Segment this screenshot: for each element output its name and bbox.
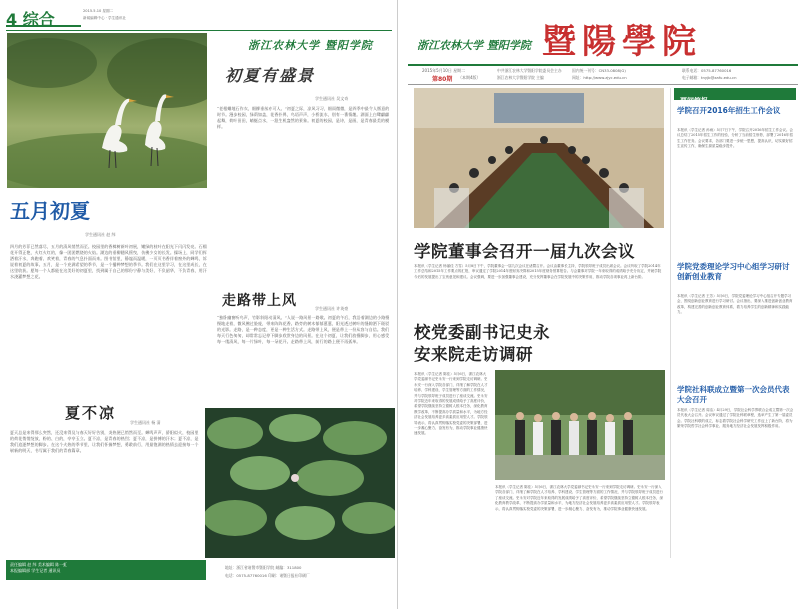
article-title-road: 走路带上风 [222, 293, 297, 309]
publisher: 中共浙江农林大学暨阳学院委员会主办 [497, 68, 562, 73]
brief-body-admission: 本报讯（学生记者 孙雨）5月7日下午，学院召开2016年招生工作会议。会议总结了2015年招生工作的经验，分析了当前招生形势，部署了2016年招生工作任务。会议要求，各部门要进一步统一思想，提高认识，切实做好招生宣传工作，确保生源质量稳步提升。 [677, 128, 793, 149]
lead-body-visit-cont: 本报讯（学生记者 陈佳）5月6日，浙江农林大学党委副书记史永安一行来到学院走访调研。史永安一行深入学院各部门，详细了解学院在人才培养、学科建设、学生管理等方面的工作情况，并与学院领导班子成员进行了座谈交流。史永安对学院近年来取得的发展成绩给予了高度评价，希望学院继续坚持立德树人根本任务，深化教育教学改革，不断提高办学质量和水平，为地方经济社会发展培养更多高素质应用型人才。学院领导表示，将认真贯彻落实校党委的决策部署，进一步凝心聚力、奋发有为，推动学院事业健康快速发展。 [495, 485, 663, 511]
lead-body-board: 本报讯（学生记者 杨丽佳 方雪）5月8日下午，学院董事会一届九次会议在诸暨召开。会议由董事长主持，学院领导班子成员出席会议。会议听取了学院2014年工作总结和2015年工作要点的汇报，审议通过了学院2014年度财务决算和2015年度财务预算报告。与会董事对学院一年来取得的成绩给予充分肯定，并就学院今后的发展提出了宝贵意见和建议。会议强调，要进一步加强董事会建设，充分发挥董事会在学院发展中的决策作用，推动学院各项事业再上新台阶。 [414, 264, 662, 279]
article-body-early-summer: “老根蟠地石作衣，细柳垂丝亦可人。”初夏之际，凉风习习，细雨微微，是四季中最令人惬意的时节。漫步校园，绿荫如盖，花香扑鼻，鸟语声声，小桥流水，别有一番情趣。湖面上白鹭翩翩起舞，荷叶田田，蜻蜓点水，一派生机盎然的景象。初夏的校园，是诗，是画，是青春最美的模样。 [217, 106, 390, 129]
page-number-box [6, 7, 81, 27]
cn-number: 国内统一刊号：CN33-0808(G) [572, 68, 626, 73]
brief-body-study: 本报讯（学生记者 王芳）5月6日，学院党委理论学习中心组召开专题学习会，围绕创新创业教育进行学习研讨。会议指出，要深入推进创新创业教育改革，构建完善的创新创业教育体系，着力培养学生的创新精神和实践能力。 [677, 294, 793, 315]
article-title-cool: 夏不凉 [65, 404, 117, 422]
publisher2: 浙江农林大学暨阳学院 主编 [497, 75, 544, 80]
board-meeting-photo [414, 88, 664, 228]
page-number: 4 综合 [6, 10, 55, 29]
issue-no: 第80期 [432, 76, 453, 83]
brief-title-social-science: 学院社科联成立暨第一次会员代表大会召开 [677, 385, 790, 404]
egret-photo [7, 33, 207, 188]
left-page [0, 0, 398, 609]
brief-body-social-science: 本报讯（学生记者 周洁）4月29日，学院社会科学界联合会成立暨第一次会员代表大会召开。会议审议通过了学院社科联章程，选举产生了第一届委员会。学院社科联的成立，标志着学院社会科学研究工作迈上了新台阶，将为繁荣学院哲学社会科学事业、服务地方经济社会发展发挥积极作用。 [677, 408, 794, 429]
visit-illustration [495, 370, 665, 480]
article-author-road: 学生通讯社 许英豪 [315, 306, 349, 311]
egret-illustration [7, 33, 207, 188]
footer-info2: 电话：0575-87760016 印刷：诸暨日报社印刷厂 [225, 573, 310, 578]
issue-sub: （本期4版） [458, 75, 481, 80]
footer-info1: 地址：浙江省诸暨市暨阳学院 邮编：311800 [225, 565, 302, 570]
right-page [402, 0, 800, 609]
lotus-photo [205, 408, 395, 558]
brief-title-admission: 学院召开2016年招生工作会议 [677, 106, 781, 115]
article-body-cool: 夏天总是来得那么突然，还没来得及与春天好好告别，炎热便已悄然而至。蝉鸣声声，骄阳似火，校园里的荷花悄悄绽放，粉的、白的，亭亭玉立。夏不凉，是青春的热烈；夏不凉，是拼搏的汗水；夏不凉，是我们追逐梦想的脚步。在这个火热的季节里，让我们怀揣梦想，勇敢前行，用最饱满的热情去迎接每一个崭新的明天，书写属于我们的青春篇章。 [10, 430, 199, 453]
meeting-illustration [414, 88, 664, 228]
article-author-early-summer: 学生通讯社 吴文奇 [315, 96, 349, 101]
masthead-small: 浙江农林大学 暨阳学院 [248, 39, 373, 52]
masthead-title: 暨陽學院 [542, 22, 702, 62]
article-body-may: 四月的芳菲已然落尽，五月的清风悄然而至。校园里的香樟树新叶初展，嫩绿的枝叶在阳光下闪闪发亮。石榴花开得正艳，火红火红的，像一团团燃烧的火焰。湖边的垂柳随风摇曳，仿佛少女的长发。操场上，同学们挥洒着汗水，奔跑着、欢笑着，青春的气息扑面而来。图书馆里，静谧而温暖，一页页书香伴着窗外的蝉鸣，诉说着初夏的故事。五月，是一个充满希望的季节，是一个播种梦想的季节。我们在这里学习，在这里成长，在这里收获。愿每一个人都能在这美好的初夏里，找到属于自己的那份宁静与美好，不负韶华，不负青春，用汗水浇灌梦想之花。 [10, 244, 207, 279]
edition-line: 新闻编辑中心 · 学生通讯社 [83, 16, 126, 20]
footer-editors [6, 560, 206, 580]
brief-header-bar [674, 88, 796, 105]
date-line: 2015.5.10 星期二 [83, 9, 114, 13]
telephone: 联系电话：0575-87760016 [682, 68, 732, 73]
visit-photo [495, 370, 665, 480]
article-body-road: “独卧幽窗听鸟声，竹影斜阳动清风。”人说一路风景一路歌。初夏的午后，我沿着湖边的小路慢慢地走着，微风拂过脸庞，带来阵阵花香。路旁的树木郁郁葱葱，阳光透过树叶的缝隙洒下斑驳的光影。走路，是一种态度，更是一种生活方式。走路带上风，便是带上一份从容与自信。我们每天行色匆匆，却常常忘记停下脚步欣赏身边的风景。在这个初夏，让我们放慢脚步，用心感受每一缕清风，每一片绿叶，每一朵花开。走路带上风，前行的路上便不再孤单。 [217, 315, 390, 344]
lead-body-visit: 本报讯（学生记者 陈佳）5月6日，浙江农林大学党委副书记史永安一行来到学院走访调研。史永安一行深入学院各部门，详细了解学院在人才培养、学科建设、学生管理等方面的工作情况，并与学院领导班子成员进行了座谈交流。史永安对学院近年来取得的发展成绩给予了高度评价，希望学院继续坚持立德树人根本任务，深化教育教学改革，不断提高办学质量和水平，为地方经济社会发展培养更多高素质应用型人才。学院领导表示，将认真贯彻落实校党委的决策部署，进一步凝心聚力、奋发有为，推动学院事业健康快速发展。 [414, 372, 488, 436]
lead-title-board: 学院董事会召开一届九次会议 [414, 242, 635, 261]
email: 电子邮箱：tnyjb@zafu.edu.cn [682, 75, 737, 80]
article-author-cool: 学生通讯社 杨 清 [130, 420, 161, 425]
brief-header: 要闻简报 [680, 97, 708, 105]
masthead-school: 浙江农林大学 暨阳学院 [417, 39, 531, 52]
footer-line2: 本报编辑部 学生记者 通讯员 [10, 568, 61, 573]
brief-title-study: 学院党委理论学习中心组学习研讨创新创业教育 [677, 262, 790, 281]
article-author-may: 学生通讯社 赵 纬 [85, 232, 116, 237]
website: 网址：http://www.zjyc.edu.cn [572, 75, 627, 80]
footer-line1: 责任编辑 赵 纬 美术编辑 陈一虹 [10, 562, 68, 567]
issue-date: 2015年5月10日 星期二 [422, 68, 466, 73]
article-title-early-summer: 初夏有盛景 [225, 66, 316, 85]
lotus-illustration [205, 408, 395, 558]
article-title-may: 五月初夏 [10, 199, 90, 223]
lead-title-visit: 校党委副书记史永安来院走访调研 [414, 323, 550, 364]
